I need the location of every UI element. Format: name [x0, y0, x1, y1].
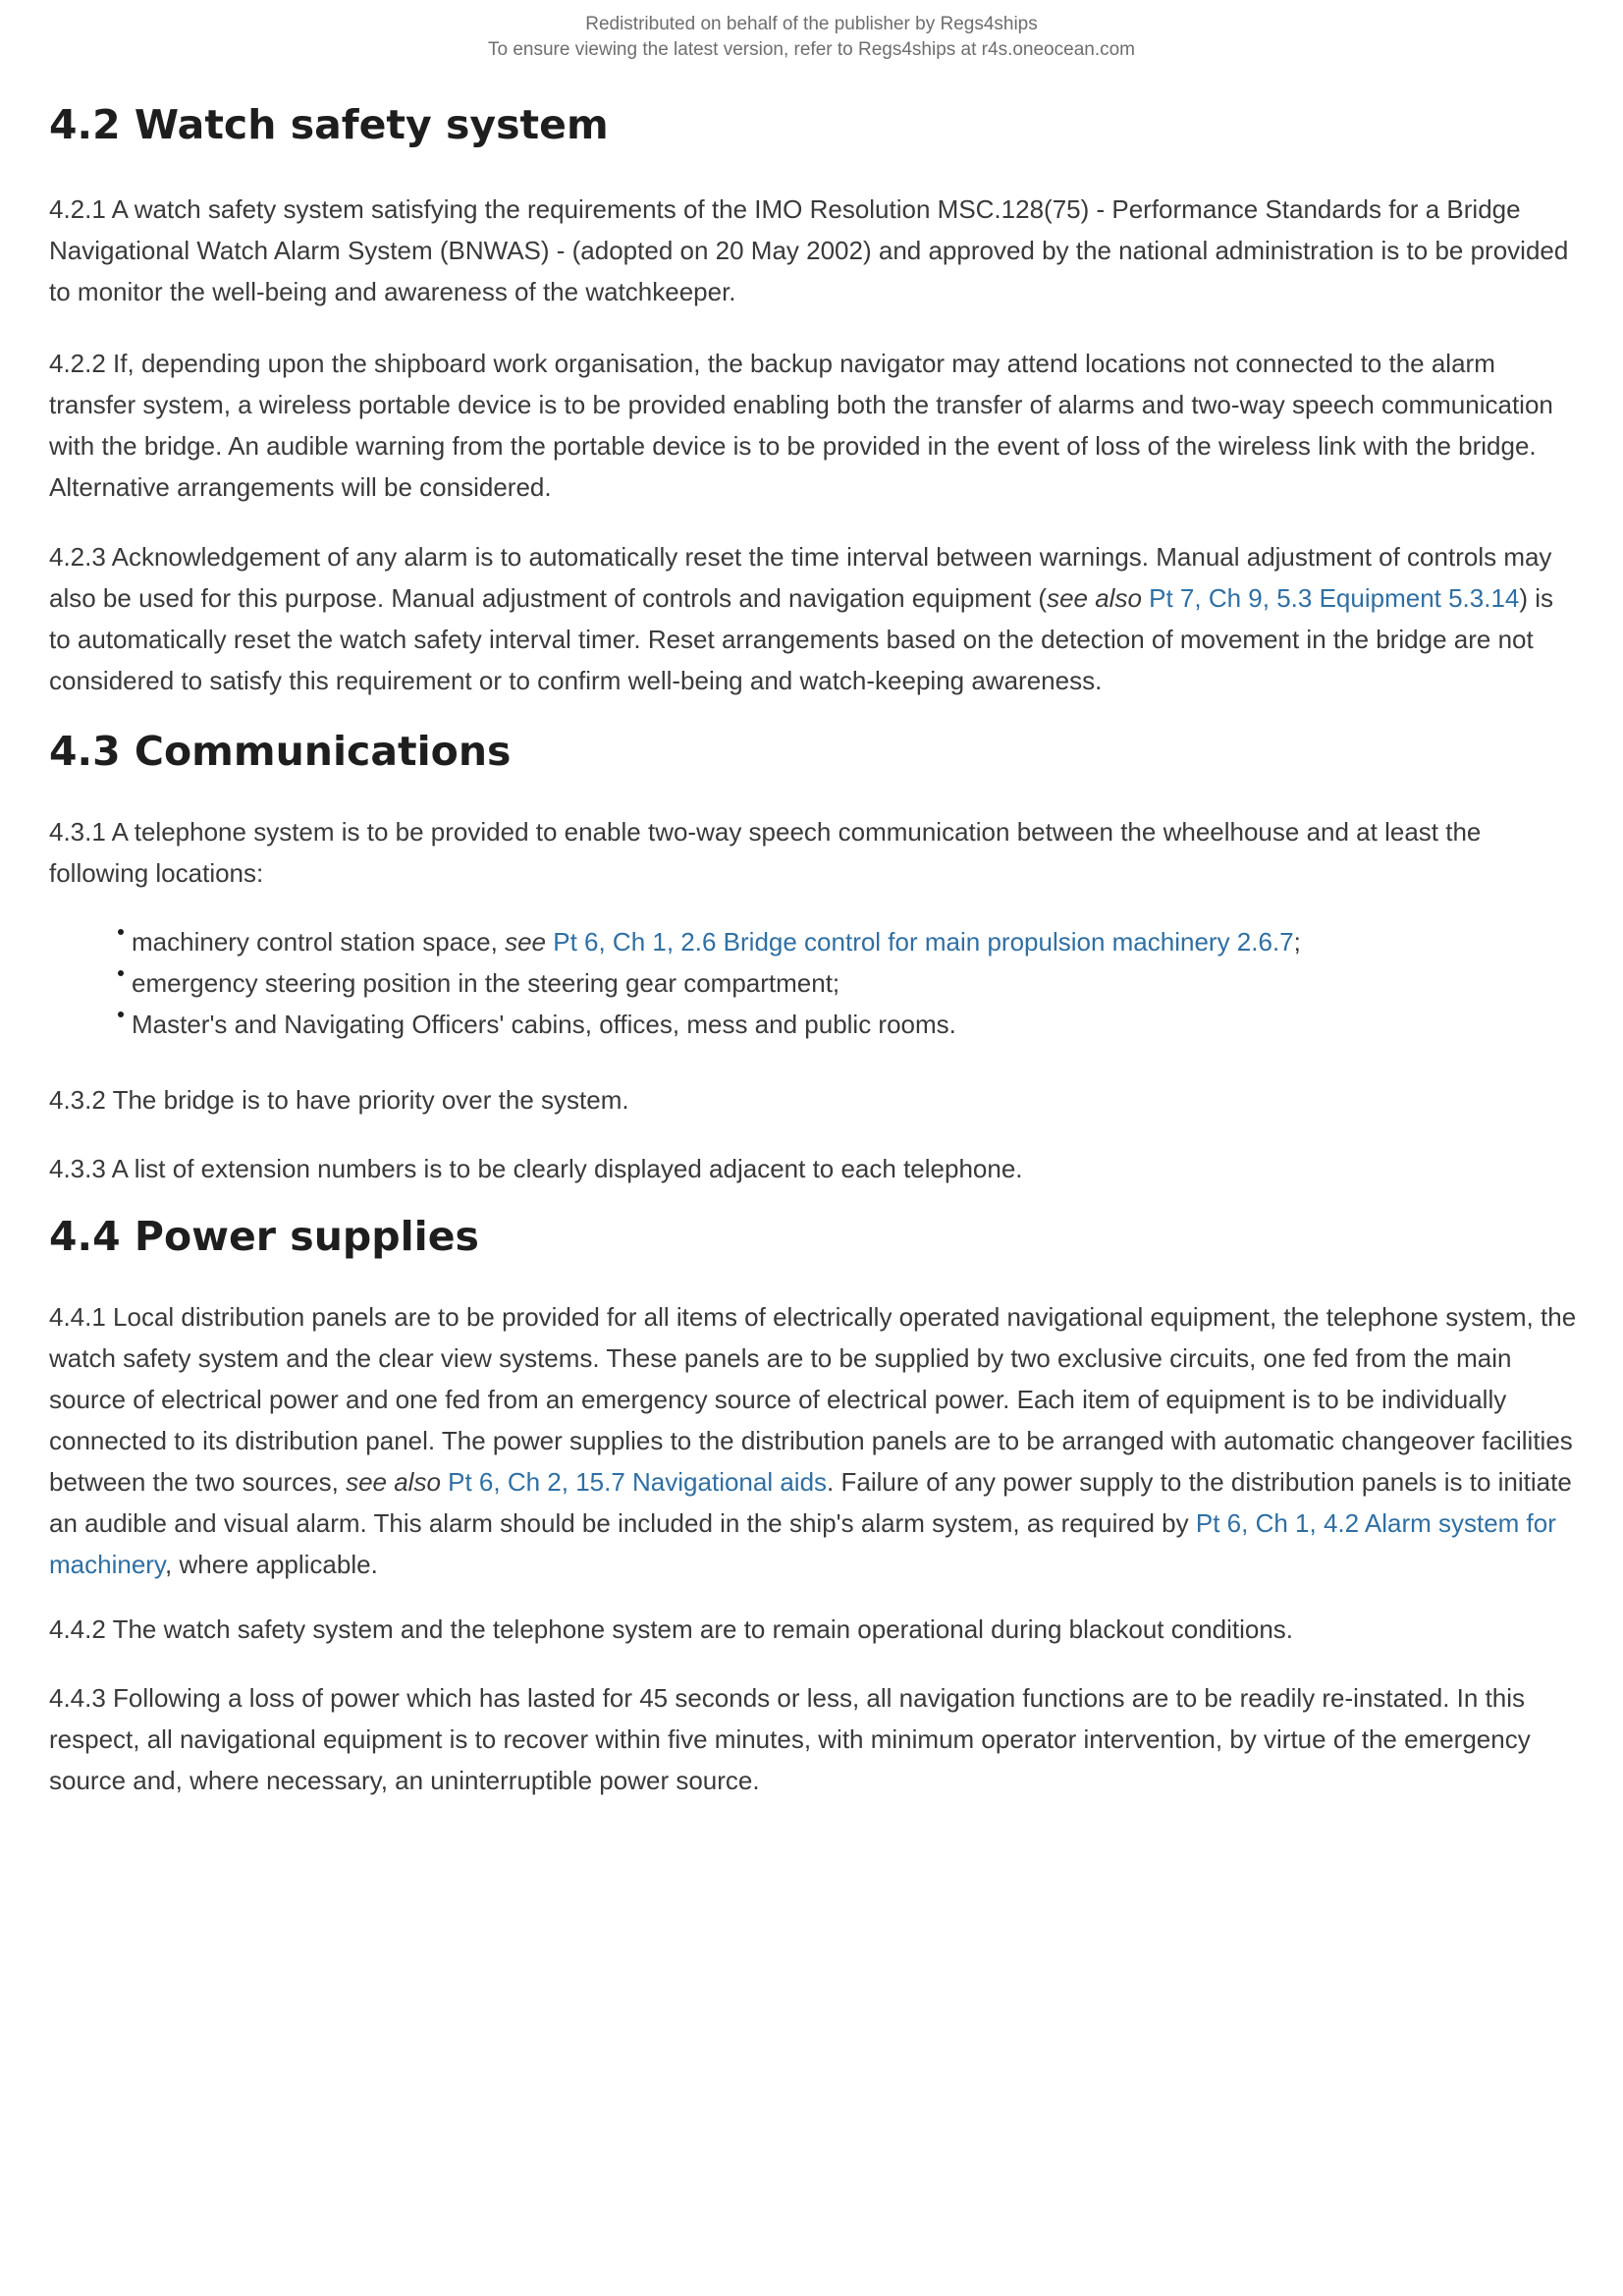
p-4-2-3-see-also: see also — [1047, 583, 1142, 613]
heading-4-4: 4.4 Power supplies — [49, 1213, 479, 1260]
p-4-4-1-text-a: 4.4.1 Local distribution panels are to be provided for all items of electrically operated navigational equipment, the telephone system, the watch safety system and the clear view systems. These panels are to be supplied by two exclusive circuits, one fed from the main source of electrical power and one fed from an emergency source of electrical power. Each item of equipment is to be individually connected to its distribution panel. The power supplies to the distribution panels are to be arranged with automatic changeover facilities between the two sources, — [49, 1302, 1577, 1497]
paragraph-4-4-1 — [49, 1296, 1581, 1585]
p-4-2-3-text-a: 4.2.3 Acknowledgement of any alarm is to automatically reset the time interval between warnings. Manual adjustment of controls may also be used for this purpose. Manual adjustment of controls and navigation equipment ( — [49, 542, 1552, 613]
link-pt7-ch9-5-3[interactable]: Pt 7, Ch 9, 5.3 Equipment 5.3.14 — [1149, 583, 1520, 613]
paragraph-4-2-3 — [49, 536, 1581, 701]
p-4-4-1-text-b: . Failure of any power supply to the distribution panels is to initiate an audible and visual alarm. This alarm should be included in the ship's alarm system, as required by — [49, 1467, 1572, 1538]
bullet-icon — [118, 929, 124, 935]
p-4-4-1-text-c: , where applicable. — [165, 1550, 378, 1579]
list-item — [49, 962, 1581, 1004]
list-item — [49, 1004, 1581, 1045]
paragraph-4-4-2: 4.4.2 The watch safety system and the telephone system are to remain operational during blackout conditions. — [49, 1614, 1294, 1644]
list-item-text: Master's and Navigating Officers' cabins, offices, mess and public rooms. — [132, 1010, 956, 1039]
paragraph-4-3-2: 4.3.2 The bridge is to have priority over the system. — [49, 1085, 629, 1115]
heading-4-3: 4.3 Communications — [49, 728, 512, 775]
list-item-see: see — [505, 927, 546, 957]
link-pt6-ch1-2-6[interactable]: Pt 6, Ch 1, 2.6 Bridge control for main propulsion machinery 2.6.7 — [553, 927, 1294, 957]
list-item — [49, 921, 1581, 962]
bullet-icon — [118, 1011, 124, 1017]
paragraph-4-2-1: 4.2.1 A watch safety system satisfying the requirements of the IMO Resolution MSC.128(75) - Performance Standards for a Bridge Navigational Watch Alarm System (BNWAS) - (adopted on 20 May 2002) and approved by the national administration is to be provided to monitor the well-being and awareness of the watchkeeper. — [49, 194, 1569, 306]
p-4-4-1-see-also: see also — [346, 1467, 441, 1497]
paragraph-4-4-3: 4.4.3 Following a loss of power which has lasted for 45 seconds or less, all navigation functions are to be readily re-instated. In this respect, all navigational equipment is to recover within five minutes, with minimum operator intervention, by virtue of the emergency source and, where necessary, an uninterruptible power source. — [49, 1683, 1531, 1795]
list-item-text-a: machinery control station space, — [132, 927, 506, 957]
list-item-text-b: ; — [1293, 927, 1301, 957]
banner-line-2: To ensure viewing the latest version, refer to Regs4ships at r4s.oneocean.com — [487, 39, 1136, 60]
paragraph-4-3-1: 4.3.1 A telephone system is to be provided to enable two-way speech communication between the wheelhouse and at least the following locations: — [49, 817, 1482, 888]
paragraph-4-3-3: 4.3.3 A list of extension numbers is to be clearly displayed adjacent to each telephone. — [49, 1154, 1023, 1183]
heading-4-2: 4.2 Watch safety system — [49, 101, 609, 148]
paragraph-4-2-2: 4.2.2 If, depending upon the shipboard work organisation, the backup navigator may attend locations not connected to the alarm transfer system, a wireless portable device is to be provided enabling both the transfer of alarms and two-way speech communication with the bridge. An audible warning from the portable device is to be provided in the event of loss of the wireless link with the bridge. Alternative arrangements will be considered. — [49, 349, 1553, 502]
p-4-2-3-text-b: ) is to automatically reset the watch safety interval timer. Reset arrangements based on the detection of movement in the bridge are not considered to satisfy this requirement or to confirm well-being and watch-keeping awareness. — [49, 583, 1554, 695]
list-item-text: emergency steering position in the steering gear compartment; — [132, 968, 840, 998]
banner-line-1: Redistributed on behalf of the publisher by Regs4ships — [585, 14, 1038, 34]
link-pt6-ch1-4-2[interactable]: Pt 6, Ch 1, 4.2 Alarm system for machinery — [49, 1508, 1556, 1579]
bullet-icon — [118, 970, 124, 976]
locations-list — [49, 921, 1581, 1045]
redistribution-banner — [0, 12, 1623, 63]
link-pt6-ch2-15-7[interactable]: Pt 6, Ch 2, 15.7 Navigational aids — [448, 1467, 828, 1497]
